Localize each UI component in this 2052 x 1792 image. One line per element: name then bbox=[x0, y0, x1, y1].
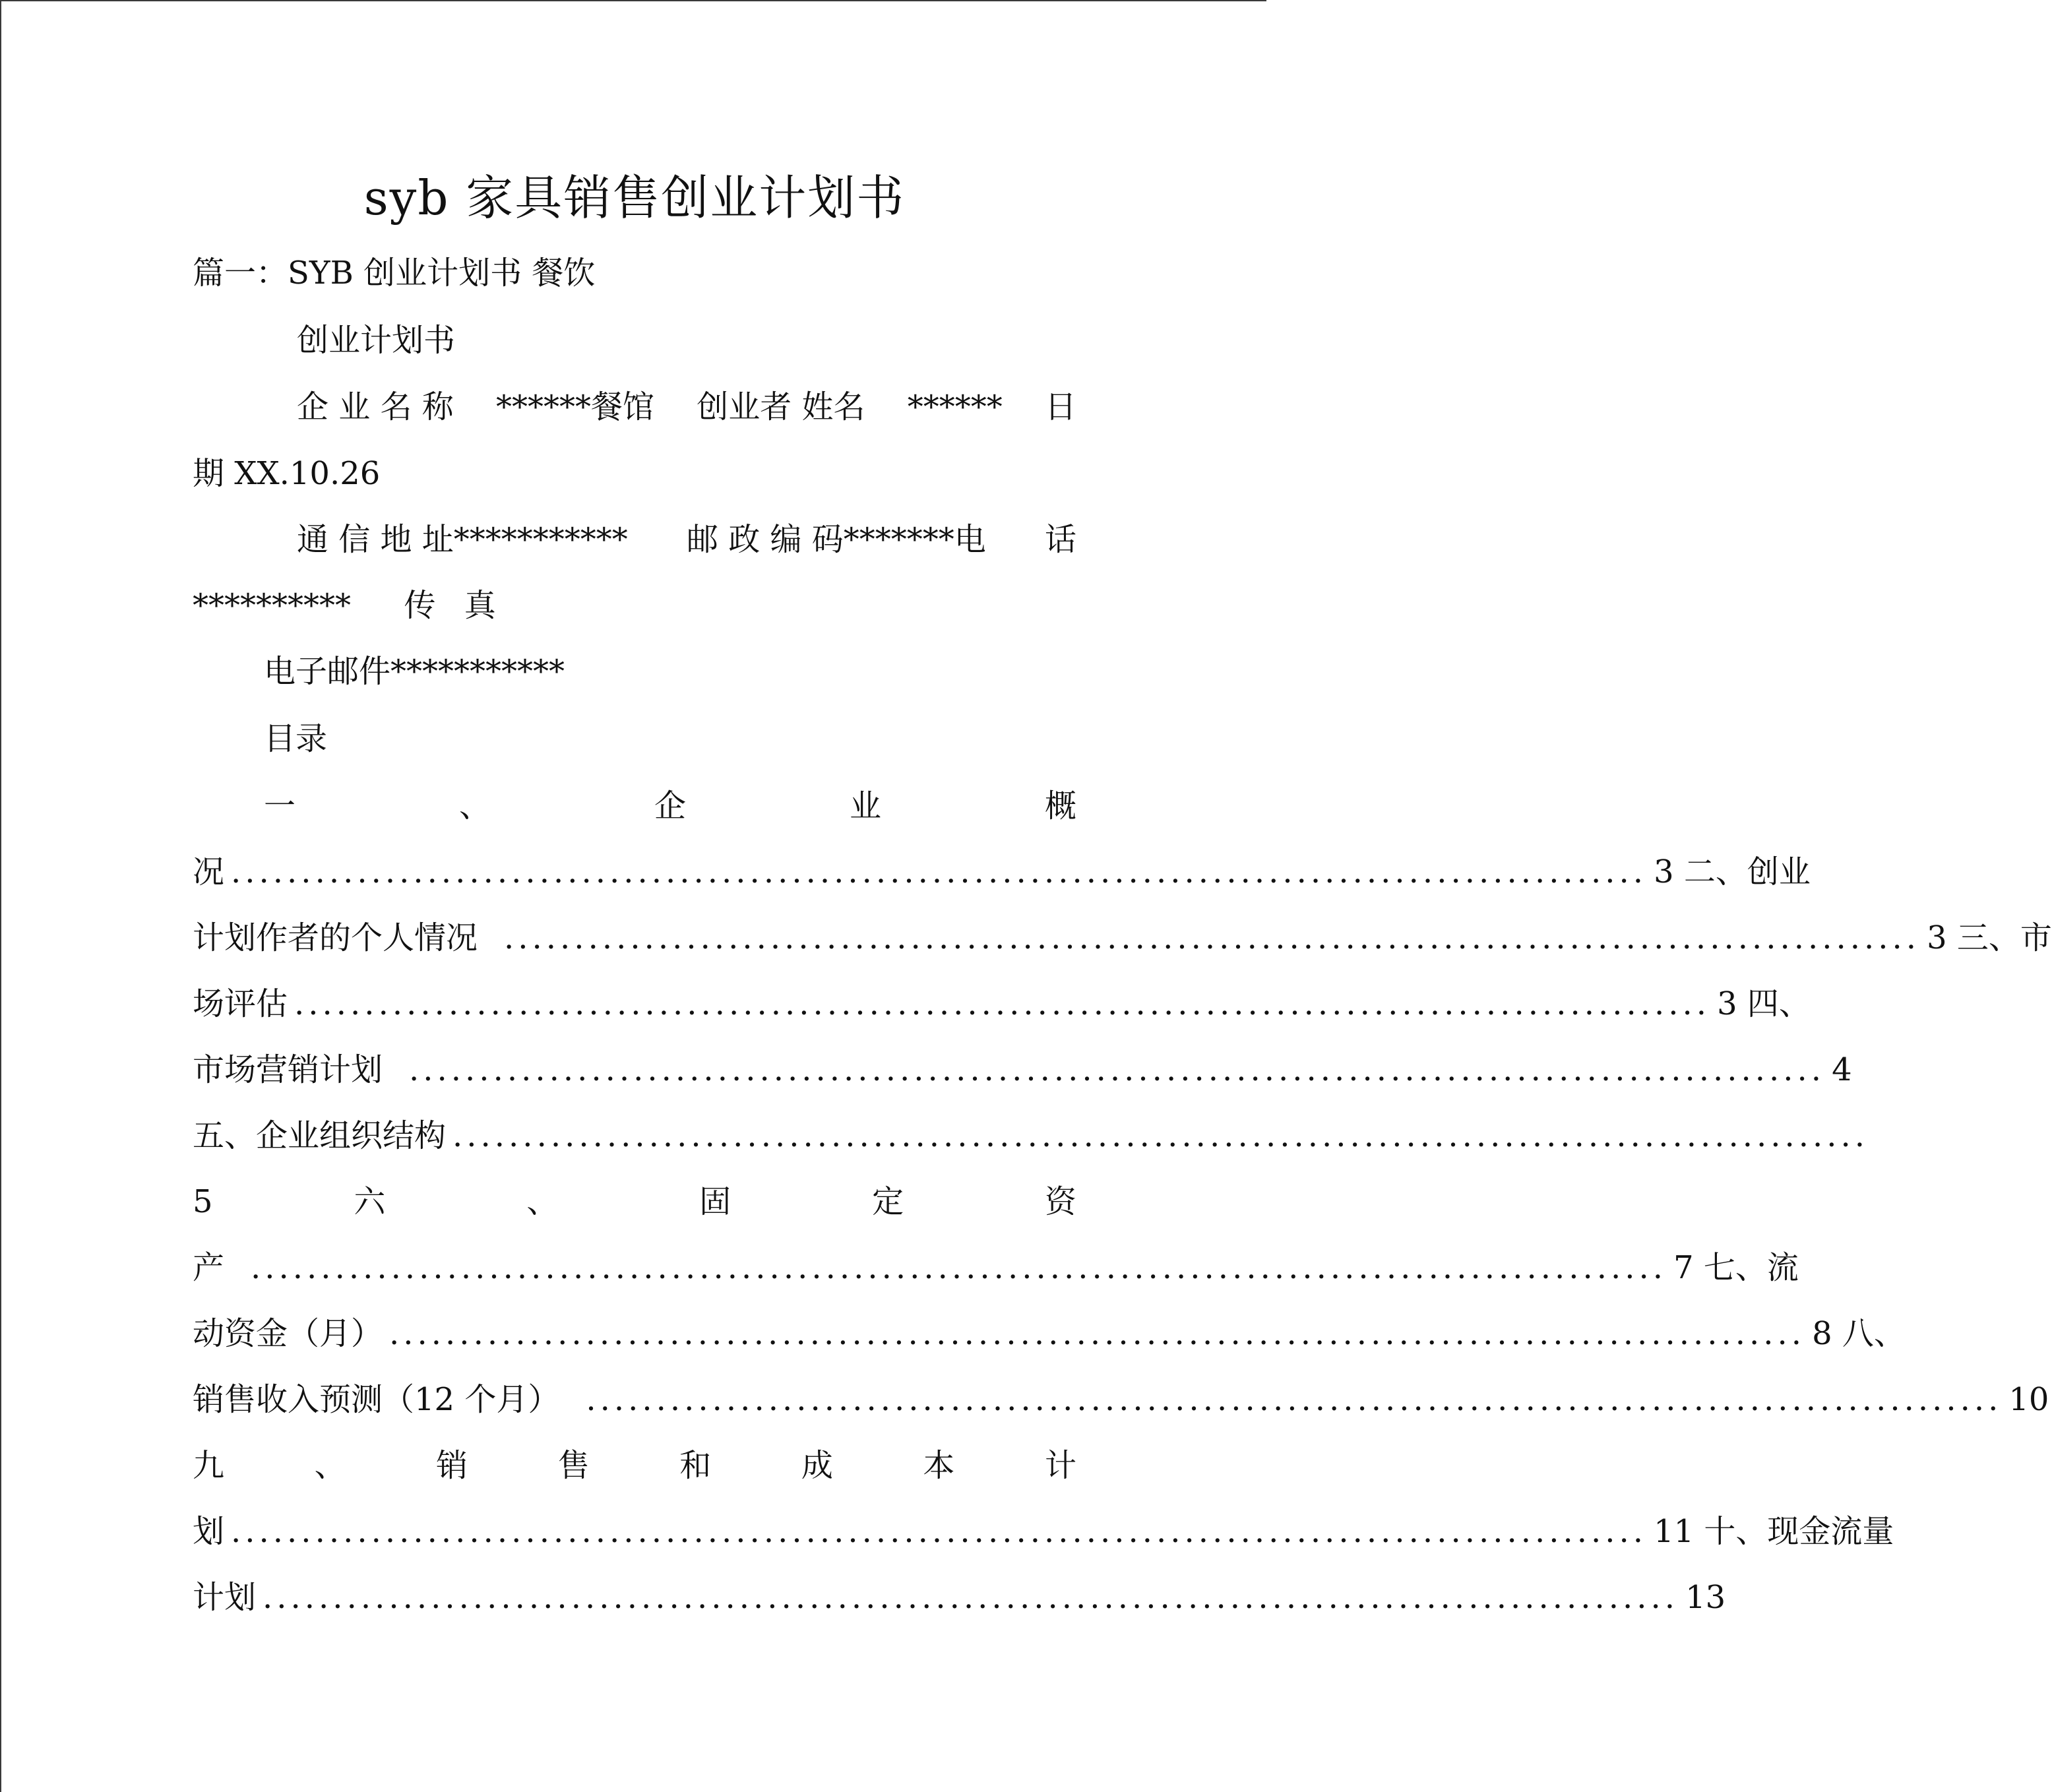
dot-leader: ..................................................................................................... bbox=[251, 1249, 1667, 1286]
founder-name-value: ****** bbox=[907, 388, 1003, 425]
dot-leader: ..................................................................................................... bbox=[389, 1315, 1806, 1352]
toc-char: 固 bbox=[699, 1183, 731, 1220]
toc-char: 资 bbox=[1044, 1183, 1076, 1220]
toc-char: 、 bbox=[458, 788, 491, 824]
toc-line-9 bbox=[193, 1314, 1906, 1353]
toc-entry-text: 五、企业组织结构 bbox=[193, 1117, 447, 1154]
postcode-value: ******* bbox=[843, 521, 954, 558]
fax-label: 传 真 bbox=[404, 587, 505, 624]
section-heading: 篇一：SYB 创业计划书 餐饮 bbox=[193, 255, 596, 292]
toc-entry-text: 计划 bbox=[193, 1579, 257, 1616]
toc-entry-tail: 13 bbox=[1685, 1579, 1726, 1616]
toc-entry-tail: 10 bbox=[2008, 1381, 2049, 1418]
toc-entry-text: 产 bbox=[193, 1249, 225, 1286]
toc-char: 、 bbox=[526, 1183, 559, 1220]
toc-heading: 目录 bbox=[264, 720, 328, 757]
dot-leader: ..................................................................................................... bbox=[409, 1051, 1826, 1088]
address-value: *********** bbox=[453, 521, 628, 558]
dot-leader: ..................................................................................................... bbox=[263, 1579, 1679, 1616]
toc-line-11 bbox=[193, 1446, 1076, 1485]
toc-char: 成 bbox=[801, 1447, 833, 1484]
toc-entry-tail: 3 三、市 bbox=[1927, 919, 2052, 956]
toc-line-13 bbox=[193, 1578, 1726, 1617]
founder-name-label: 创业者 姓名 bbox=[697, 388, 865, 425]
toc-line-12 bbox=[193, 1512, 1894, 1551]
toc-entry-tail: 3 二、创业 bbox=[1654, 853, 1811, 890]
toc-entry-text: 况 bbox=[193, 853, 225, 890]
toc-line-5 bbox=[193, 1050, 1852, 1090]
postcode-label: 邮 政 编 码 bbox=[686, 521, 844, 558]
toc-char: 和 bbox=[679, 1447, 712, 1484]
toc-char: 5 bbox=[193, 1183, 213, 1220]
toc-line-4 bbox=[193, 984, 1811, 1024]
dot-leader: ..................................................................................................... bbox=[231, 1513, 1648, 1550]
toc-entry-tail: 8 八、 bbox=[1812, 1315, 1906, 1352]
plan-subtitle: 创业计划书 bbox=[297, 322, 456, 359]
email-line bbox=[264, 652, 1076, 691]
toc-char: 一 bbox=[264, 788, 296, 824]
toc-line-7 bbox=[193, 1182, 1076, 1221]
document-title: syb 家具销售创业计划书 bbox=[363, 170, 906, 226]
toc-entry-text: 动资金（月） bbox=[193, 1315, 383, 1352]
email-value: *********** bbox=[390, 653, 565, 690]
phone-label-part1: 电 bbox=[954, 521, 986, 558]
toc-entry-tail: 11 十、现金流量 bbox=[1654, 1513, 1894, 1550]
toc-char: 企 bbox=[654, 788, 686, 824]
phone-label-part2: 话 bbox=[1044, 521, 1076, 558]
address-info-line bbox=[297, 520, 1076, 559]
toc-char: 概 bbox=[1044, 788, 1076, 824]
address-label: 通 信 地 址 bbox=[297, 521, 454, 558]
toc-char: 本 bbox=[923, 1447, 955, 1484]
date-label-part1: 日 bbox=[1044, 388, 1076, 425]
dot-leader: ..................................................................................................... bbox=[504, 919, 1921, 956]
toc-line-8 bbox=[193, 1248, 1799, 1287]
toc-entry-text: 销售收入预测（12 个月） bbox=[193, 1381, 560, 1418]
dot-leader: ..................................................................................................... bbox=[452, 1117, 1869, 1154]
toc-entry-text: 市场营销计划 bbox=[193, 1051, 383, 1088]
toc-line-6 bbox=[193, 1116, 1869, 1156]
date-value: XX.10.26 bbox=[234, 455, 381, 492]
toc-line-10 bbox=[193, 1380, 2049, 1419]
dot-leader: ..................................................................................................... bbox=[294, 985, 1711, 1022]
toc-entry-tail: 7 七、流 bbox=[1673, 1249, 1799, 1286]
toc-entry-text: 划 bbox=[193, 1513, 225, 1550]
company-name-label: 企 业 名 称 bbox=[297, 388, 454, 425]
date-label-part2: 期 bbox=[193, 455, 225, 492]
company-name-value: ******餐馆 bbox=[496, 388, 655, 425]
date-line bbox=[193, 454, 1076, 493]
toc-entry-text: 计划作者的个人情况 bbox=[193, 919, 478, 956]
toc-char: 销 bbox=[436, 1447, 468, 1484]
toc-char: 计 bbox=[1044, 1447, 1076, 1484]
phone-value: ********** bbox=[193, 587, 351, 624]
toc-line-1 bbox=[264, 786, 1076, 826]
toc-char: 六 bbox=[354, 1183, 386, 1220]
toc-entry-tail: 4 bbox=[1832, 1051, 1852, 1088]
toc-char: 九 bbox=[193, 1447, 225, 1484]
toc-char: 售 bbox=[557, 1447, 590, 1484]
toc-char: 、 bbox=[314, 1447, 346, 1484]
toc-char: 业 bbox=[849, 788, 881, 824]
toc-entry-text: 场评估 bbox=[193, 985, 288, 1022]
toc-entry-tail: 3 四、 bbox=[1717, 985, 1811, 1022]
toc-char: 定 bbox=[872, 1183, 904, 1220]
dot-leader: ..................................................................................................... bbox=[586, 1381, 2003, 1418]
phone-fax-line bbox=[193, 586, 1076, 625]
toc-line-2 bbox=[193, 852, 1811, 892]
toc-line-3 bbox=[193, 918, 2052, 958]
company-info-line bbox=[297, 387, 1076, 427]
dot-leader: ..................................................................................................... bbox=[231, 853, 1648, 890]
email-label: 电子邮件 bbox=[264, 653, 391, 690]
